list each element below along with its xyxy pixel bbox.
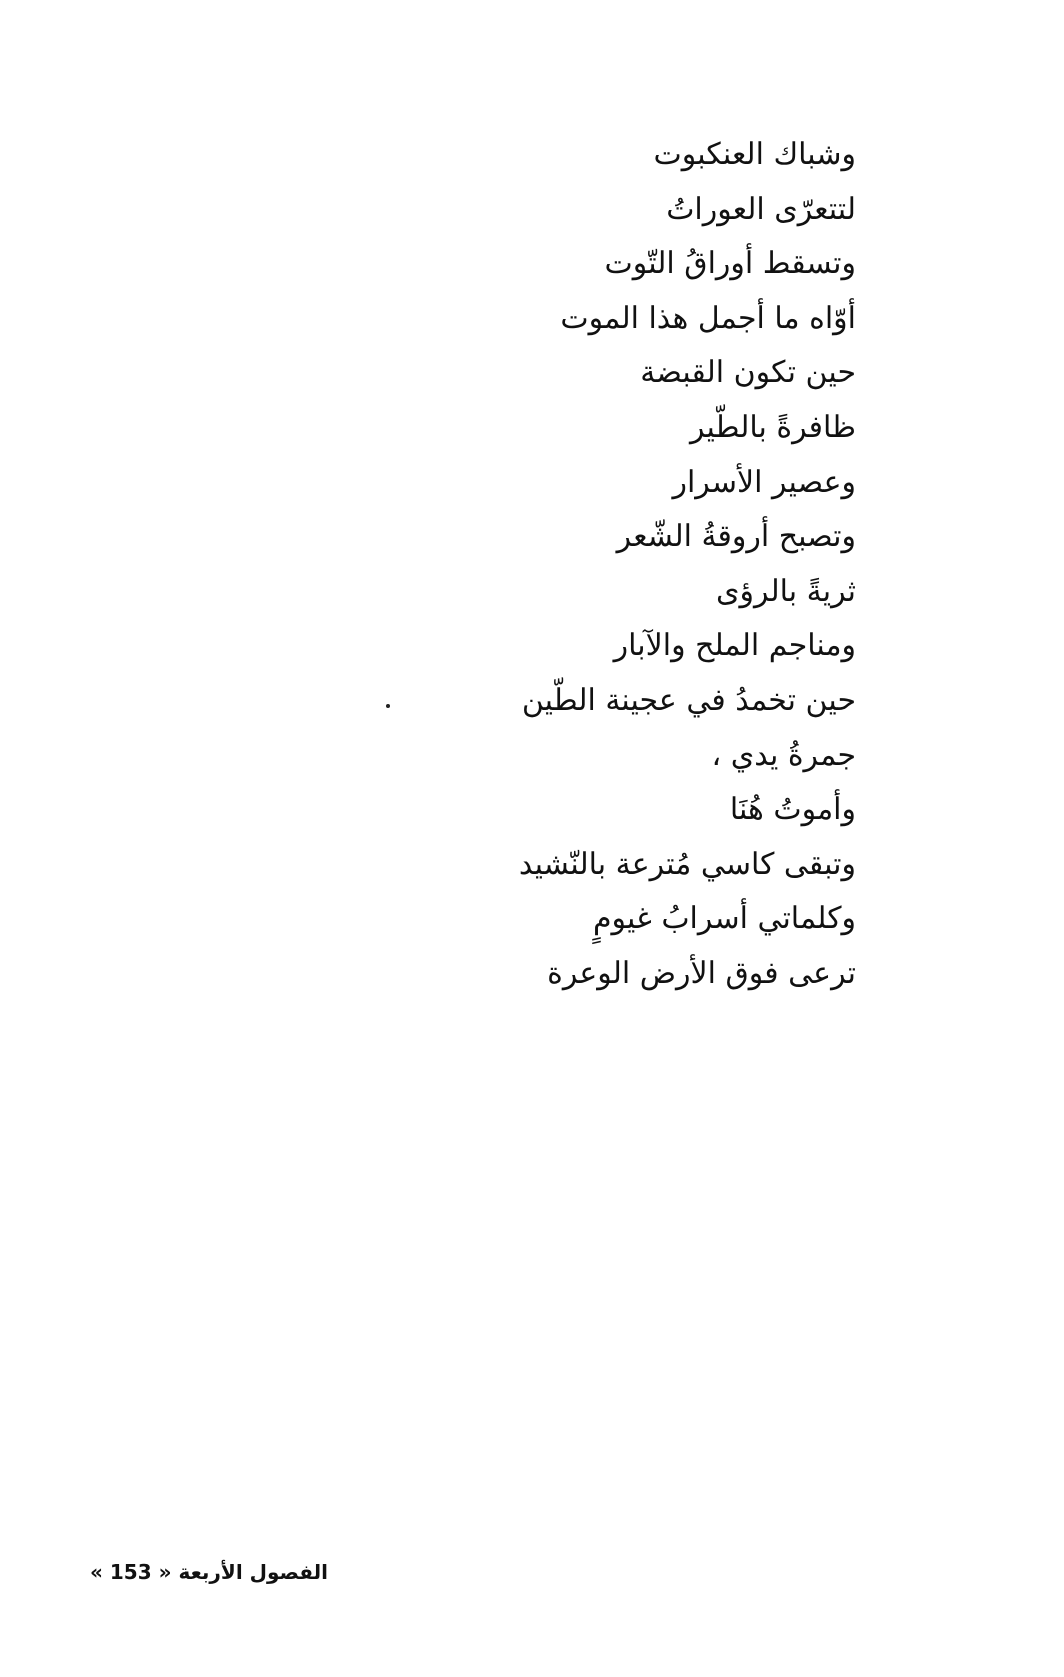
poem-line: وشباك العنكبوت bbox=[653, 137, 856, 172]
poem-line: ثريةً بالرؤى bbox=[715, 573, 856, 609]
poem-line: وتبقى كاسي مُترعة بالنّشيد bbox=[518, 846, 856, 882]
poem-line: لتتعرّى العوراتُ bbox=[666, 191, 856, 227]
poem-line: حين تخمدُ في عجينة الطّين bbox=[521, 682, 856, 718]
poem-line: حين تكون القبضة bbox=[640, 355, 856, 391]
poem-line: ومناجم الملح والآبار bbox=[613, 628, 856, 664]
poem-line: ترعى فوق الأرض الوعرة bbox=[547, 955, 856, 991]
poem-line: وكلماتي أسرابُ غيومٍ bbox=[592, 901, 856, 937]
poem-line: جمرةُ يدي ، bbox=[711, 737, 856, 773]
poem-line: وتسقط أوراقُ التّوت bbox=[604, 246, 856, 282]
poem-line: ظافرةً بالطّير bbox=[689, 409, 856, 445]
poem-line: أوّاه ما أجمل هذا الموت bbox=[560, 300, 856, 336]
poem-stanza bbox=[296, 128, 856, 1002]
poem-line: وأموتُ هُنَا bbox=[729, 792, 856, 828]
poem-line: وعصير الأسرار bbox=[672, 464, 856, 500]
stray-dot bbox=[386, 704, 390, 708]
page-footer: الفصول الأربعة « 153 » bbox=[90, 1560, 328, 1584]
poem-line: وتصبح أروقةُ الشّعر bbox=[616, 519, 856, 555]
